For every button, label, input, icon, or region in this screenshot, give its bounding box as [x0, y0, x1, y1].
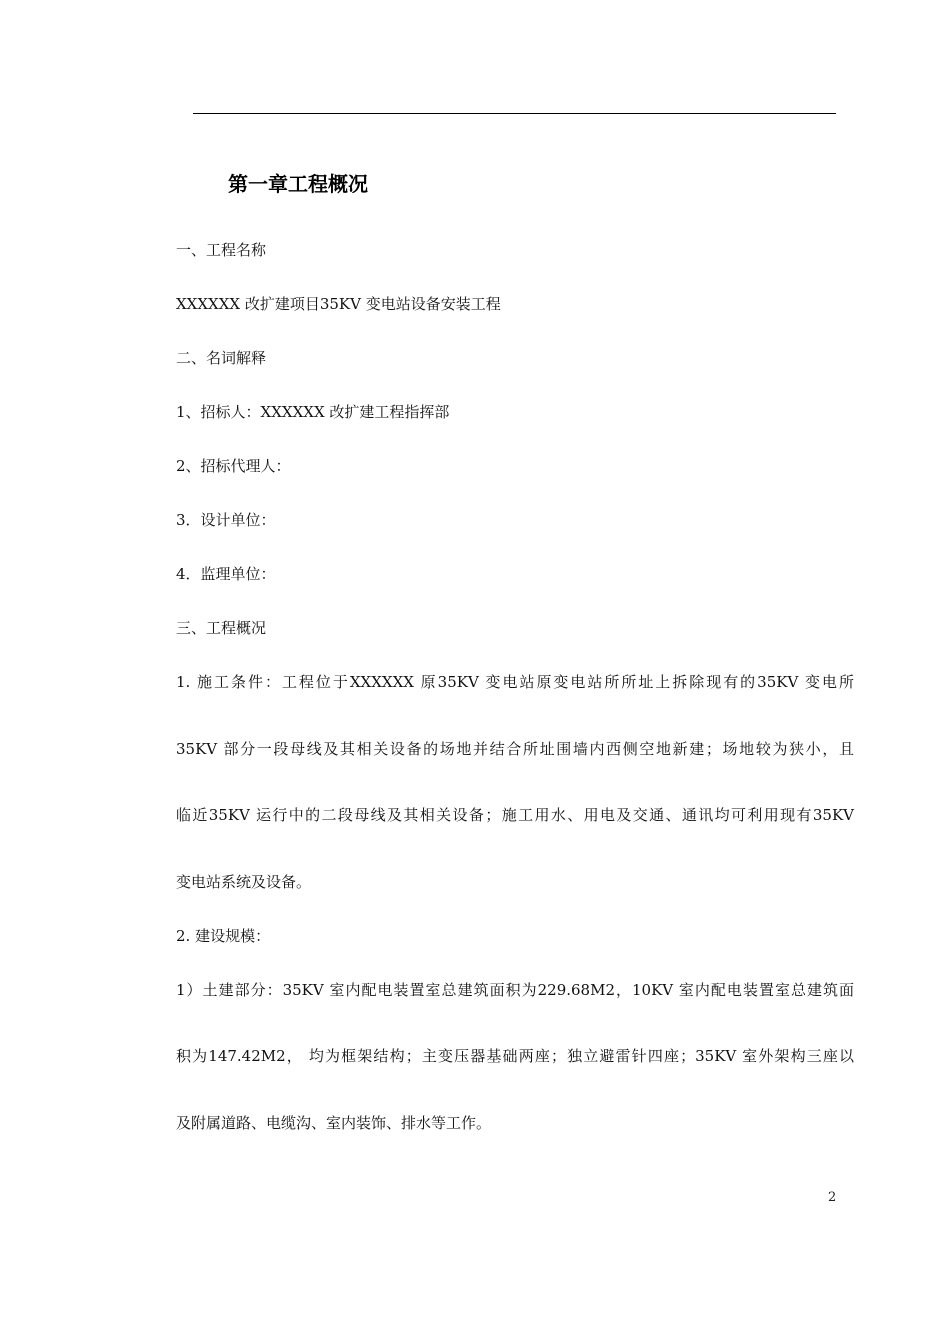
paragraph-line: 35KV 部分一段母线及其相关设备的场地并结合所址围墙内西侧空地新建；场地较为狭小，且	[176, 740, 854, 758]
paragraph-line: 积为147.42M2， 均为框架结构；主变压器基础两座；独立避雷针四座；35KV 室外架构三座以	[176, 1047, 854, 1065]
glossary-item-agent: 2、招标代理人：	[176, 457, 291, 475]
subheading-construction-scale: 2. 建设规模：	[176, 927, 271, 945]
paragraph-line: 变电站系统及设备。	[176, 873, 312, 891]
page-number: 2	[828, 1190, 837, 1205]
paragraph-line: 1）土建部分：35KV 室内配电装置室总建筑面积为229.68M2，10KV 室内配电装置室总建筑面	[176, 981, 854, 999]
glossary-item-supervision-unit: 4．监理单位：	[176, 565, 276, 583]
paragraph-line: 临近35KV 运行中的二段母线及其相关设备；施工用水、用电及交通、通讯均可利用现有35KV	[176, 806, 854, 824]
glossary-item-design-unit: 3．设计单位：	[176, 511, 276, 529]
chapter-title: 第一章工程概况	[228, 172, 368, 196]
section-heading-overview: 三、工程概况	[176, 619, 267, 637]
header-rule	[193, 113, 836, 114]
section-heading-project-name: 一、工程名称	[176, 241, 267, 259]
project-name-text: XXXXXX 改扩建项目35KV 变电站设备安装工程	[176, 295, 501, 313]
paragraph-line: 及附属道路、电缆沟、室内装饰、排水等工作。	[176, 1114, 492, 1132]
section-heading-glossary: 二、名词解释	[176, 349, 267, 367]
glossary-item-tenderer: 1、招标人：XXXXXX 改扩建工程指挥部	[176, 403, 450, 421]
paragraph-line: 1. 施工条件：工程位于XXXXXX 原35KV 变电站原变电站所所址上拆除现有的35KV 变电所	[176, 673, 854, 691]
